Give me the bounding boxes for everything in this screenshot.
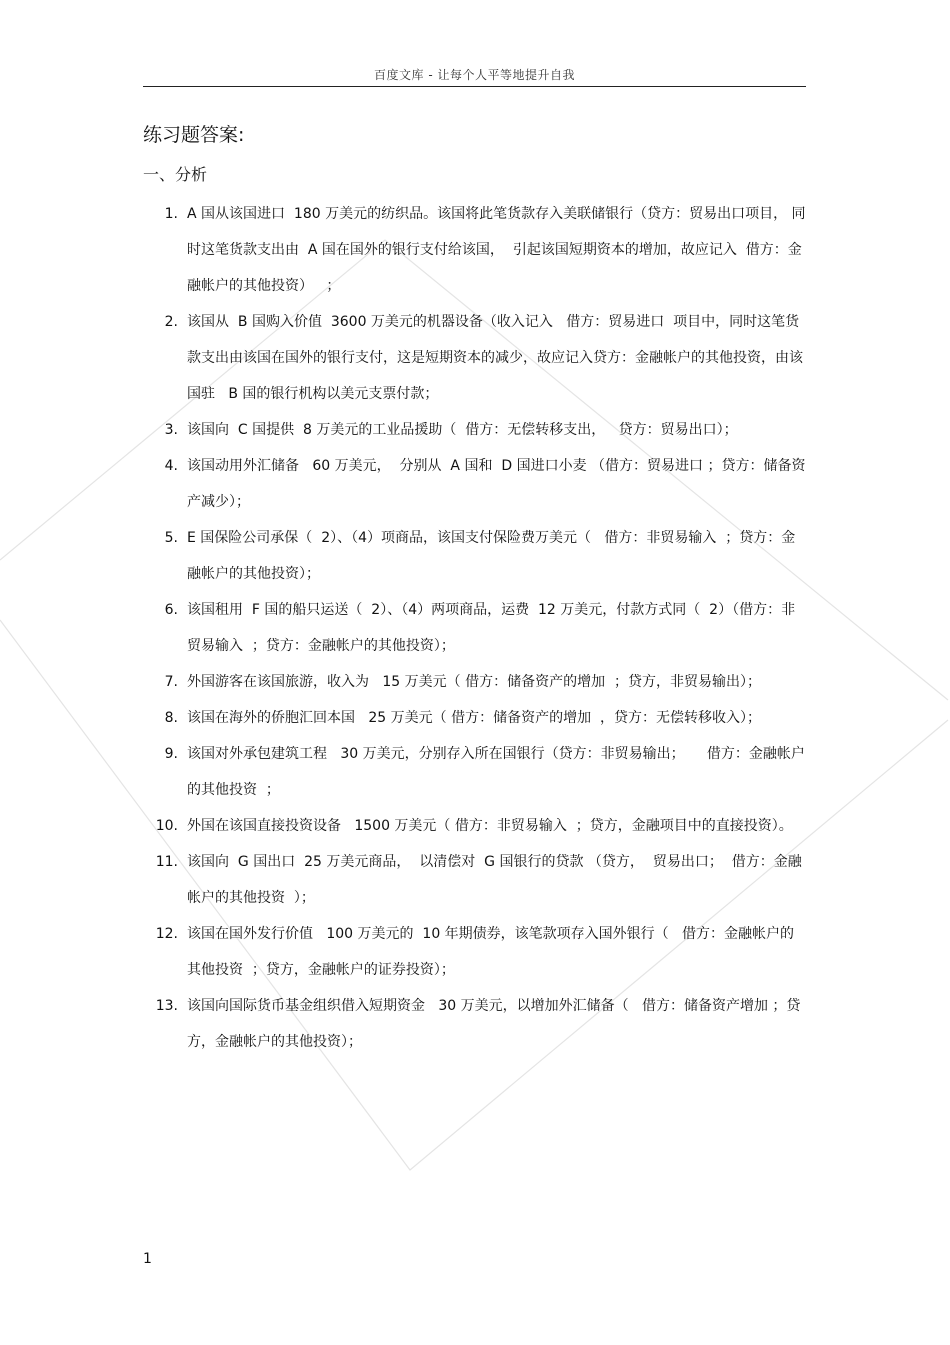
item-text: E 国保险公司承保（ 2）、（4）项商品，该国支付保险费万美元（ 借方：非贸易输入 ；贷方：金融帐户的其他投资）； xyxy=(187,530,796,582)
list-item xyxy=(150,844,806,916)
list-item xyxy=(150,988,806,1060)
list-item xyxy=(150,916,806,988)
item-text: 该国向 C 国提供 8 万美元的工业品援助（ 借方：无偿转移支出， 贷方：贸易出口）； xyxy=(187,422,738,438)
page-number: 1 xyxy=(143,1251,152,1267)
item-number: 4. xyxy=(164,458,178,474)
item-number: 3. xyxy=(164,422,178,438)
item-number: 9. xyxy=(164,746,178,762)
list-item xyxy=(150,304,806,412)
list-item xyxy=(150,520,806,592)
item-number: 11. xyxy=(155,854,178,870)
header-rule xyxy=(143,86,806,87)
item-text: 外国在该国直接投资设备 1500 万美元（ 借方：非贸易输入 ；贷方，金融项目中的直接投资）。 xyxy=(187,818,793,834)
item-number: 6. xyxy=(164,602,178,618)
item-number: 7. xyxy=(164,674,178,690)
item-number: 8. xyxy=(164,710,178,726)
list-item xyxy=(150,196,806,304)
item-text: 该国动用外汇储备 60 万美元， 分别从 A 国和 D 国进口小麦 （借方：贸易进口 ；贷方：储备资产减少）； xyxy=(187,458,806,510)
page-header: 百度文库 - 让每个人平等地提升自我 xyxy=(374,68,575,82)
page-title: 练习题答案: xyxy=(143,124,245,146)
item-text: 该国从 B 国购入价值 3600 万美元的机器设备（收入记入 借方：贸易进口 项目中，同时这笔货款支出由该国在国外的银行支付，这是短期资本的减少，故应记入贷方：金融帐户的其他投资，由该国驻 B 国的银行机构以美元支票付款； xyxy=(187,314,803,402)
item-text: 该国租用 F 国的船只运送（ 2）、（4）两项商品，运费 12 万美元，付款方式同（ 2）（借方：非贸易输入 ；贷方：金融帐户的其他投资）； xyxy=(187,602,796,654)
list-item xyxy=(150,592,806,664)
section-heading: 一、分析 xyxy=(143,165,208,184)
item-text: 该国在海外的侨胞汇回本国 25 万美元（ 借方：储备资产的增加 ，贷方：无偿转移收入）； xyxy=(187,710,761,726)
answer-list xyxy=(150,196,806,1060)
item-number: 2. xyxy=(164,314,178,330)
item-text: A 国从该国进口 180 万美元的纺织品。该国将此笔货款存入美联储银行（贷方：贸易出口项目， 同时这笔货款支出由 A 国在国外的银行支付给该国， 引起该国短期资本的增加，故应记入 借方：金融帐户的其他投资） ； xyxy=(187,206,806,294)
list-item xyxy=(150,700,806,736)
list-item xyxy=(150,808,806,844)
item-number: 1. xyxy=(164,206,178,222)
list-item xyxy=(150,736,806,808)
list-item xyxy=(150,412,806,448)
item-text: 该国在国外发行价值 100 万美元的 10 年期债券，该笔款项存入国外银行（ 借方：金融帐户的其他投资 ；贷方，金融帐户的证券投资）； xyxy=(187,926,795,978)
item-text: 该国向 G 国出口 25 万美元商品， 以清偿对 G 国银行的贷款 （贷方， 贸易出口； 借方：金融帐户的其他投资 ）； xyxy=(187,854,802,906)
item-number: 12. xyxy=(155,926,178,942)
item-text: 外国游客在该国旅游，收入为 15 万美元（ 借方：储备资产的增加 ；贷方，非贸易输出）； xyxy=(187,674,761,690)
item-number: 13. xyxy=(155,998,178,1014)
item-number: 10. xyxy=(155,818,178,834)
item-number: 5. xyxy=(164,530,178,546)
item-text: 该国向国际货币基金组织借入短期资金 30 万美元，以增加外汇储备（ 借方：储备资产增加 ；贷方，金融帐户的其他投资）； xyxy=(187,998,801,1050)
list-item xyxy=(150,664,806,700)
item-text: 该国对外承包建筑工程 30 万美元，分别存入所在国银行（贷方：非贸易输出； 借方：金融帐户的其他投资 ； xyxy=(187,746,805,798)
list-item xyxy=(150,448,806,520)
